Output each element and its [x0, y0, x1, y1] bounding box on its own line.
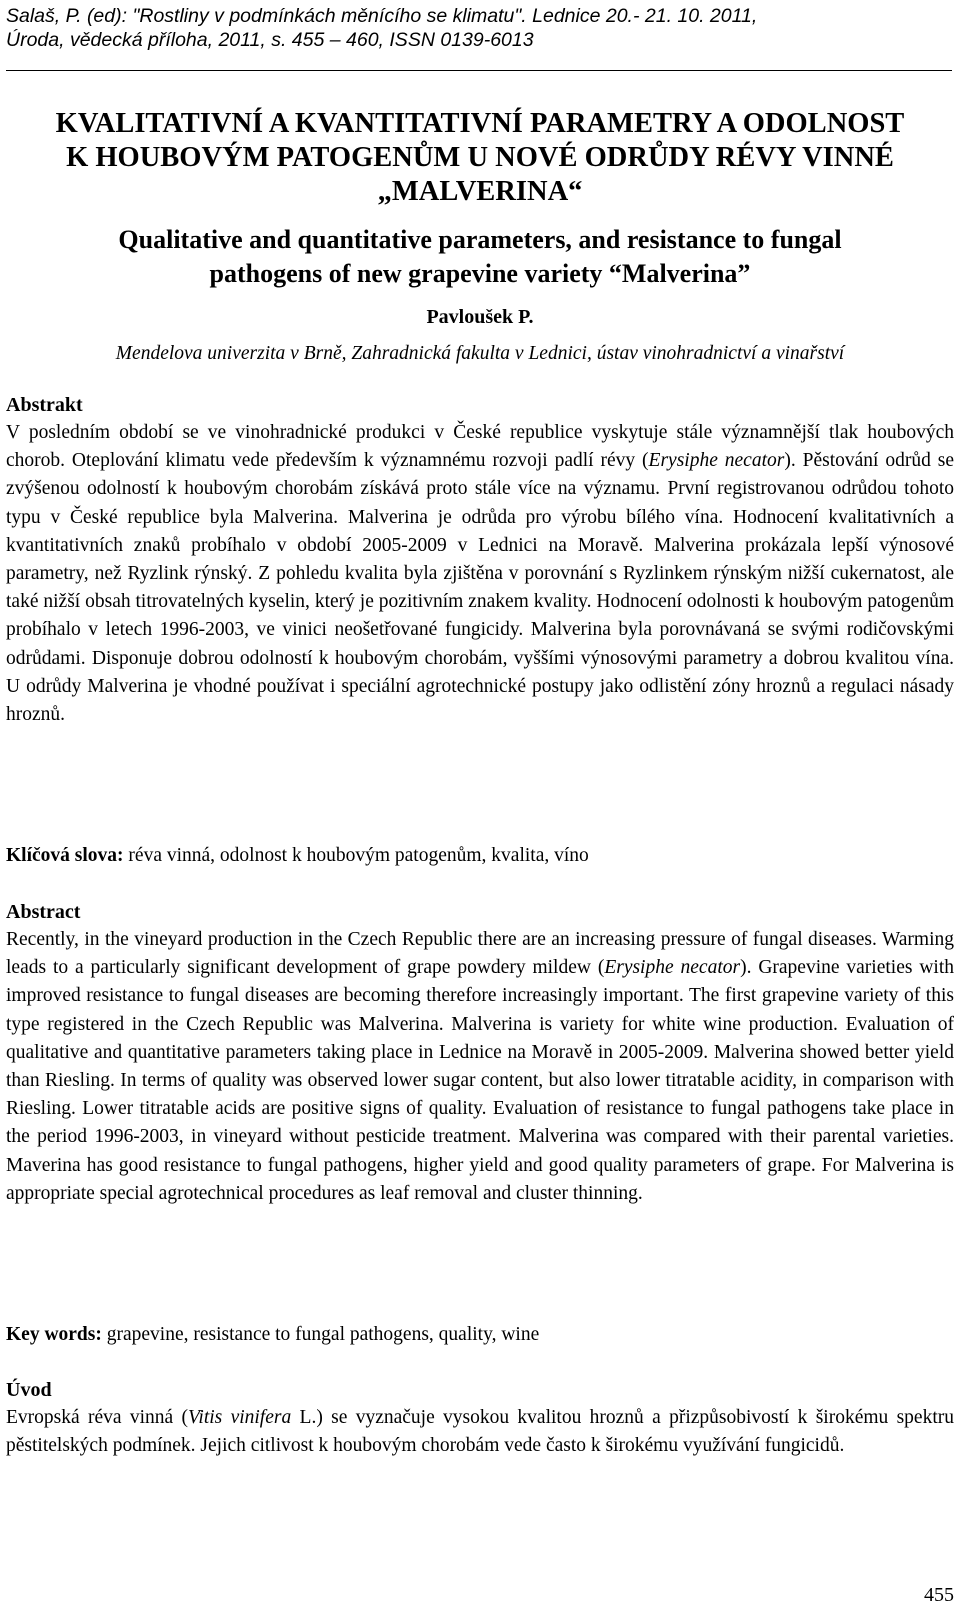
- abstract-species: Erysiphe necator: [604, 957, 741, 979]
- title-line-1: KVALITATIVNÍ A KVANTITATIVNÍ PARAMETRY A ODOLNOST: [55, 108, 905, 139]
- header-rule: [6, 70, 952, 71]
- abstract-text: [6, 926, 954, 1208]
- key-words: [6, 1321, 954, 1349]
- english-title: [0, 223, 960, 291]
- subtitle-line-2: pathogens of new grapevine variety “Malverina”: [209, 259, 751, 288]
- czech-title: [0, 107, 960, 209]
- citation-header: [6, 4, 946, 52]
- abstrakt-text-part-2: ). Pěstování odrůd se zvýšenou odolností k houbovým chorobám získává proto stále více na významu. První registrovanou odrůdou tohoto typu v České republice byla Malverina. Malverina je odrůda pro výrobu bílého vína. Hodnocení kvalitativních a kvantitativních znaků probíhalo v období 2005-2009 v Lednici na Moravě. Malverina prokázala lepší výnosové parametry, než Ryzlink rýnský. Z pohledu kvalita byla zjištěna v porovnání s Ryzlinkem rýnským nižší cukernatost, ale také nižší obsah titrovatelných kyselin, který je pozitivním znakem kvality. Hodnocení odolnosti k houbovým patogenům probíhalo v letech 1996-2003, ve vinici neošetřované fungicidy. Malverina byla porovnávaná se svými rodičovskými odrůdami. Disponuje dobrou odolností k houbovým chorobám, vyššími výnosovými parametry a dobrou kvalitou vína. U odrůdy Malverina je vhodné používat i speciální agrotechnické postupy jako odlistění zóny hroznů a regulaci násady hroznů.: [6, 450, 955, 726]
- title-line-2: K HOUBOVÝM PATOGENŮM U NOVÉ ODRŮDY RÉVY VINNÉ: [66, 142, 894, 173]
- title-line-3: „MALVERINA“: [377, 176, 583, 207]
- uvod-text: [6, 1404, 954, 1460]
- klicova-slova: [6, 842, 954, 870]
- author: Pavloušek P.: [426, 306, 534, 328]
- citation-line-1: Salaš, P. (ed): "Rostliny v podmínkách měnícího se klimatu". Lednice 20.- 21. 10. 2011,: [6, 5, 758, 27]
- key-words-label: Key words:: [6, 1324, 102, 1345]
- affiliation: Mendelova univerzita v Brně, Zahradnická fakulta v Lednici, ústav vinohradnictví a vinařství: [115, 343, 845, 364]
- abstract-heading: Abstract: [6, 901, 81, 923]
- page-number: 455: [924, 1584, 954, 1606]
- abstrakt-text: [6, 419, 954, 729]
- uvod-species: Vitis vinifera: [187, 1407, 292, 1428]
- citation-line-2: Úroda, vědecká příloha, 2011, s. 455 – 460, ISSN 0139-6013: [6, 29, 534, 51]
- abstract-text-part-2: ). Grapevine varieties with improved resistance to fungal diseases are becoming therefore increasingly important. The first grapevine variety of this type registered in the Czech Republic was Malverina. Malverina is variety for white wine production. Evaluation of qualitative and quantitative parameters taking place in Lednice na Moravě in 2005-2009. Malverina showed better yield than Riesling. In terms of quality was observed lower sugar content, but also lower titratable acidity, in comparison with Riesling. Lower titratable acids are positive signs of quality. Evaluation of resistance to fungal pathogens take place in the period 1996-2003, in vineyard without pesticide treatment. Malverina was compared with their parental varieties. Maverina has good resistance to fungal pathogens, higher yield and good quality parameters of grape. For Malverina is appropriate special agrotechnical procedures as leaf removal and cluster thinning.: [6, 957, 954, 1204]
- key-words-text: grapevine, resistance to fungal pathogens, quality, wine: [101, 1324, 540, 1345]
- klicova-slova-text: réva vinná, odolnost k houbovým patogenům, kvalita, víno: [123, 845, 589, 866]
- uvod-text-part-2: L.) se vyznačuje vysokou kvalitou hroznů a přizpůsobivostí k širokému spektru pěstitelských podmínek. Jejich citlivost k houbovým chorobám vede často k širokému využívání fungicidů.: [6, 1407, 954, 1457]
- abstract-text-part-1: Recently, in the vineyard production in the Czech Republic there are an increasing pressure of fungal diseases. Warming leads to a particularly significant development of grape powdery mildew (: [6, 929, 954, 979]
- abstrakt-heading: Abstrakt: [6, 394, 83, 416]
- abstrakt-species: Erysiphe necator: [648, 450, 785, 472]
- subtitle-line-1: Qualitative and quantitative parameters, and resistance to fungal: [118, 225, 842, 254]
- abstrakt-text-part-1: V posledním období se ve vinohradnické produkci v České republice vyskytuje stále významnější tlak houbových chorob. Oteplování klimatu vede především k významnému rozvoji padlí révy (: [6, 422, 954, 472]
- uvod-text-part-1: Evropská réva vinná (: [6, 1407, 188, 1428]
- klicova-slova-label: Klíčová slova:: [6, 845, 124, 866]
- uvod-heading: Úvod: [6, 1379, 52, 1401]
